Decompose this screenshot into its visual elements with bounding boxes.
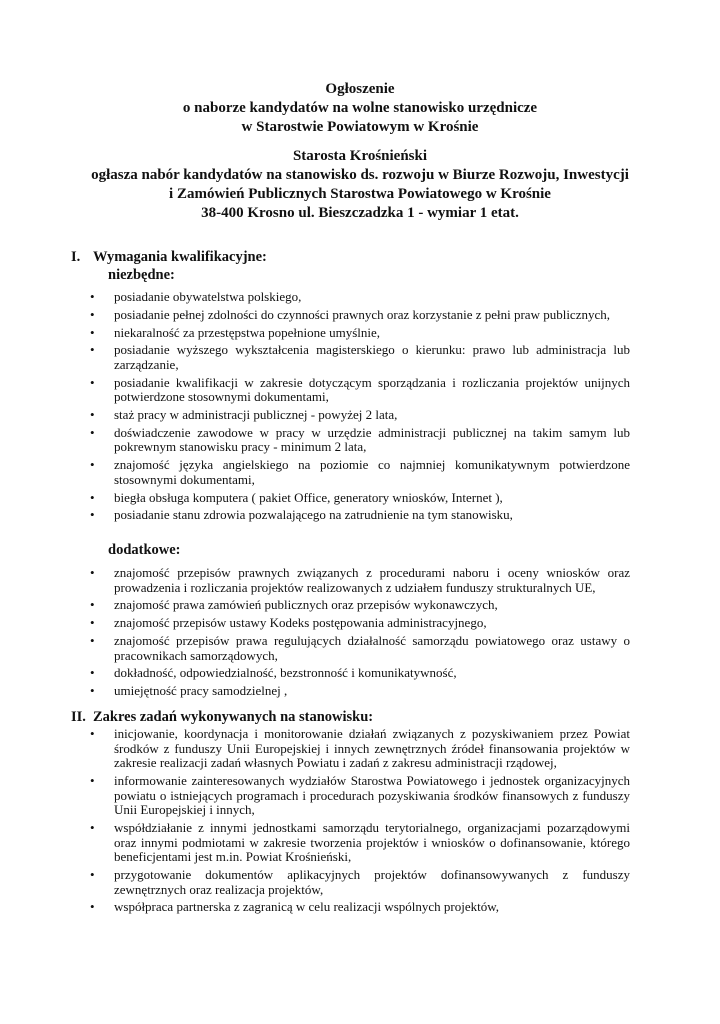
- list-item-text: znajomość przepisów prawa regulujących działalność samorządu powiatowego oraz ustawy o pracownikach samorządowych,: [114, 632, 630, 663]
- list-item-text: posiadanie obywatelstwa polskiego,: [114, 289, 302, 304]
- list-item-text: znajomość przepisów ustawy Kodeks postępowania administracyjnego,: [114, 615, 487, 631]
- bullet-icon: •: [90, 457, 95, 473]
- list-item-text: staż pracy w administracji publicznej - powyżej 2 lata,: [114, 407, 398, 423]
- list-item: [90, 508, 630, 523]
- bullet-icon: •: [90, 374, 95, 390]
- header-office: w Starostwie Powiatowym w Krośnie: [241, 119, 479, 135]
- bullet-icon: •: [90, 899, 95, 915]
- announcement-header: [0, 80, 720, 223]
- bullet-icon: •: [90, 632, 95, 648]
- list-item: [90, 566, 630, 595]
- list-item: [90, 308, 630, 323]
- header-issuer: Starosta Krośnieński: [292, 148, 428, 164]
- list-item: [90, 774, 630, 818]
- bullet-icon: •: [90, 289, 95, 304]
- list-item: [90, 408, 630, 423]
- list-item-text: znajomość języka angielskiego na poziomie co najmniej komunikatywnym potwierdzone stosownymi dokumentami,: [114, 457, 630, 487]
- header-title: Ogłoszenie: [325, 81, 395, 97]
- additional-list: [90, 566, 630, 702]
- bullet-icon: •: [90, 772, 95, 788]
- list-item: [90, 727, 630, 771]
- list-item-text: informowanie zainteresowanych wydziałów Starostwa Powiatowego i jednostek organizacyjnych powiatu o istniejących programach i procedurach pozyskiwania środków finansowych z funduszy Unii Europejskiej i innych,: [114, 772, 630, 818]
- list-item-text: przygotowanie dokumentów aplikacyjnych projektów dofinansowywanych z funduszy zewnętrznych oraz realizacja projektów,: [114, 866, 630, 897]
- list-item-text: biegła obsługa komputera ( pakiet Office, generatory wniosków, Internet ),: [114, 489, 503, 505]
- list-item-text: inicjowanie, koordynacja i monitorowanie działań związanych z pozyskiwaniem przez Powiat środków z funduszy Unii Europejskiej i innych zewnętrznych źródeł finansowania projektów w zakresie realizacji zadań własnych Powiatu i zadań z zakresu administracji rządowej,: [114, 726, 630, 771]
- list-item: [90, 900, 630, 915]
- header-department: i Zamówień Publicznych Starostwa Powiatowego w Krośnie: [169, 186, 551, 202]
- list-item: [90, 426, 630, 455]
- list-item: [90, 634, 630, 663]
- bullet-icon: •: [90, 866, 95, 882]
- list-item: [90, 684, 630, 699]
- list-item-text: posiadanie stanu zdrowia pozwalającego na zatrudnienie na tym stanowisku,: [114, 507, 513, 523]
- bullet-icon: •: [90, 306, 95, 322]
- list-item: [90, 598, 630, 613]
- list-item-text: umiejętność pracy samodzielnej ,: [114, 683, 288, 699]
- bullet-icon: •: [90, 665, 95, 681]
- list-item-text: posiadanie wyższego wykształcenia magisterskiego o kierunku: prawo lub administracja lub zarządzanie,: [114, 342, 630, 372]
- list-item: [90, 343, 630, 372]
- list-item: [90, 290, 630, 305]
- bullet-icon: •: [90, 597, 95, 613]
- list-item: [90, 616, 630, 631]
- section-2-number: II.: [71, 709, 86, 725]
- list-item-text: posiadanie pełnej zdolności do czynności prawnych oraz korzystanie z pełni praw publicznych,: [114, 306, 610, 322]
- bullet-icon: •: [90, 615, 95, 631]
- list-item-text: znajomość przepisów prawnych związanych z procedurami naboru i oceny wniosków oraz prowadzenia i rozliczania projektów realizowanych z udziałem funduszy strukturalnych UE,: [114, 565, 630, 595]
- header-position: ogłasza nabór kandydatów na stanowisko ds. rozwoju w Biurze Rozwoju, Inwestycji: [91, 167, 629, 183]
- bullet-icon: •: [90, 424, 95, 440]
- list-item-text: doświadczenie zawodowe w pracy w urzędzie administracji publicznej na takim samym lub pokrewnym stanowisku pracy - minimum 2 lata,: [114, 424, 630, 455]
- bullet-icon: •: [90, 324, 95, 340]
- section-1-heading: [71, 248, 267, 266]
- section-2-heading: [71, 708, 373, 726]
- bullet-icon: •: [90, 407, 95, 423]
- list-item-text: niekaralność za przestępstwa popełnione umyślnie,: [114, 324, 381, 340]
- bullet-icon: •: [90, 683, 95, 699]
- list-item-text: posiadanie kwalifikacji w zakresie dotyczącym sporządzania i rozliczania projektów unijnych potwierdzone stosownymi dokumentami,: [114, 374, 630, 405]
- bullet-icon: •: [90, 565, 95, 580]
- section-1-title: Wymagania kwalifikacyjne:: [93, 249, 267, 265]
- tasks-list: [90, 727, 630, 918]
- list-item-text: współdziałanie z innymi jednostkami samorządu terytorialnego, organizacjami pozarządowymi oraz innymi podmiotami w zakresie tworzenia projektów i wniosków o dofinansowanie, którego beneficjentami jest m.in. Powiat Krośnieński,: [114, 819, 630, 865]
- required-label: niezbędne:: [108, 267, 175, 283]
- bullet-icon: •: [90, 489, 95, 505]
- header-subtitle: o naborze kandydatów na wolne stanowisko urzędnicze: [182, 100, 538, 116]
- list-item-text: współpraca partnerska z zagranicą w celu realizacji wspólnych projektów,: [114, 899, 500, 915]
- list-item-text: dokładność, odpowiedzialność, bezstronność i komunikatywność,: [114, 665, 457, 681]
- list-item: [90, 666, 630, 681]
- bullet-icon: •: [90, 507, 95, 523]
- list-item: [90, 376, 630, 405]
- section-2-title: Zakres zadań wykonywanych na stanowisku:: [93, 709, 374, 725]
- list-item: [90, 458, 630, 487]
- list-item: [90, 868, 630, 897]
- additional-label: dodatkowe:: [108, 542, 181, 558]
- list-item-text: znajomość prawa zamówień publicznych oraz przepisów wykonawczych,: [114, 597, 498, 613]
- bullet-icon: •: [90, 342, 95, 358]
- list-item: [90, 491, 630, 506]
- header-address: 38-400 Krosno ul. Bieszczadzka 1 - wymiar 1 etat.: [201, 205, 519, 221]
- list-item: [90, 326, 630, 341]
- bullet-icon: •: [90, 726, 95, 741]
- list-item: [90, 821, 630, 865]
- section-1-number: I.: [71, 249, 81, 265]
- required-list: [90, 290, 630, 526]
- bullet-icon: •: [90, 819, 95, 835]
